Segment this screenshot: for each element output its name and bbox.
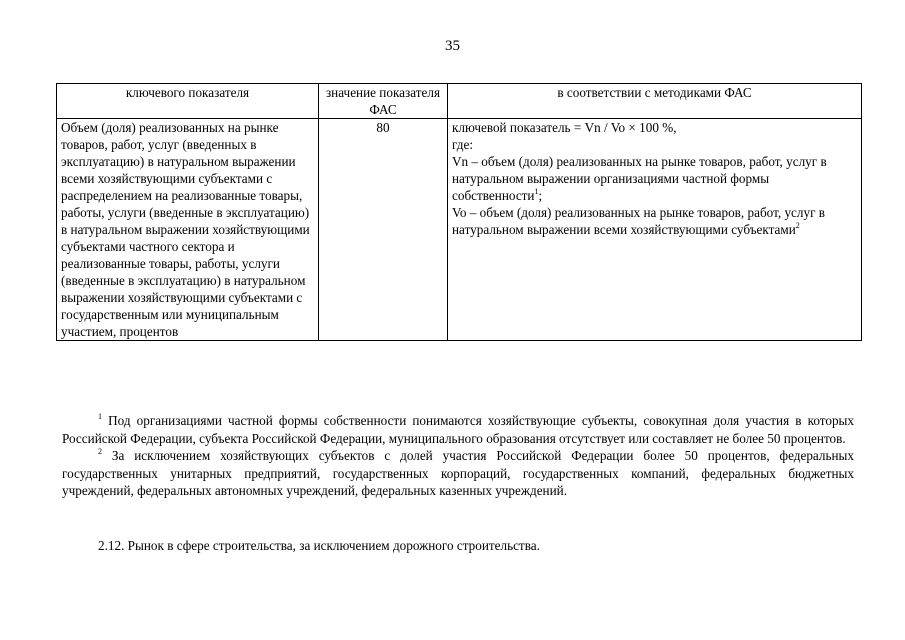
- vo-definition: [452, 204, 857, 238]
- section-heading: 2.12. Рынок в сфере строительства, за исключением дорожного строительства.: [98, 538, 540, 553]
- footnote-text-1: Под организациями частной формы собственности понимаются хозяйствующие субъекты, совокупная доля участия в которых Российской Федерации, субъекта Российской Федерации, муниципального образования отсутствует или составляет не более 50 процентов.: [62, 413, 854, 446]
- table-row: [57, 119, 862, 341]
- calculation-method-cell: [448, 119, 862, 341]
- header-indicator-name: ключевого показателя: [57, 84, 319, 119]
- table-header-row: [57, 84, 862, 119]
- formula-text: ключевой показатель = Vn / Vo × 100 %,: [452, 120, 677, 135]
- footnote-ref-2: 2: [795, 221, 800, 230]
- footnote-1: [62, 412, 854, 447]
- footnote-ref-1: 1: [534, 187, 539, 196]
- header-calculation-method: в соответствии с методиками ФАС: [448, 84, 862, 119]
- header-indicator-value: значение показателя ФАС: [319, 84, 448, 119]
- footnote-text-2: За исключением хозяйствующих субъектов с долей участия Российской Федерации более 50 процентов, федеральных государственных унитарных предприятий, государственных корпораций, государственных компаний, федеральных бюджетных учреждений, федеральных автономных учреждений, федеральных казенных учреждений.: [62, 448, 854, 498]
- page-number: 35: [445, 38, 460, 54]
- vo-definition-text: Vo – объем (доля) реализованных на рынке товаров, работ, услуг в натуральном выражении всеми хозяйствующими субъектами: [452, 205, 826, 237]
- footnotes: [62, 412, 854, 500]
- vn-definition-text: Vn – объем (доля) реализованных на рынке товаров, работ, услуг в натуральном выражении организациями частной формы собственности: [452, 154, 827, 203]
- footnote-mark-2: 2: [98, 447, 102, 456]
- where-text: где:: [452, 137, 473, 152]
- indicator-value-cell: 80: [319, 119, 448, 341]
- indicator-name-cell: Объем (доля) реализованных на рынке товаров, работ, услуг (введенных в эксплуатацию) в натуральном выражении всеми хозяйствующими субъектами с распределением на реализованные товары, работы, услуги (введенные в эксплуатацию) в натуральном выражении хозяйствующими субъектами частного сектора и реализованные товары, работы, услуги (введенные в эксплуатацию) в натуральном выражении хозяйствующими субъектами с государственным или муниципальным участием, процентов: [57, 119, 319, 341]
- vn-definition: [452, 153, 857, 204]
- vn-definition-end: ;: [538, 188, 543, 203]
- footnote-2: [62, 447, 854, 500]
- footnote-mark-1: 1: [98, 412, 102, 421]
- key-indicator-table: [56, 83, 862, 341]
